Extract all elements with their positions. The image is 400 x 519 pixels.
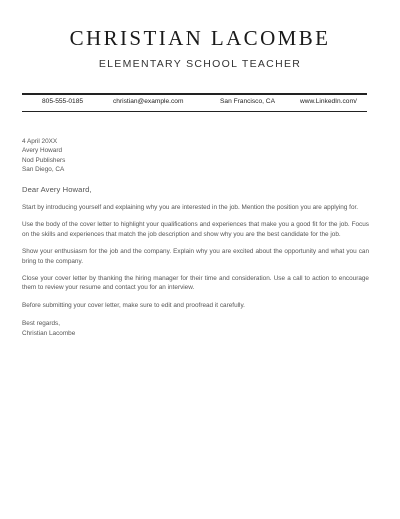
signature-name: Christian Lacombe — [22, 329, 76, 337]
letter-body — [22, 137, 369, 338]
recipient-block — [22, 137, 369, 175]
recipient-company: Nod Publishers — [22, 156, 66, 164]
paragraph-enthusiasm: Show your enthusiasm for the job and the company. Explain why you are excited about the opportunity and what you can bring to the company. — [22, 248, 369, 265]
applicant-name: CHRISTIAN LACOMBE — [69, 26, 331, 50]
letter-date: 4 April 20XX — [22, 138, 58, 145]
sign-off — [22, 319, 369, 338]
contact-phone: 805-555-0185 — [42, 98, 84, 105]
salutation: Dear Avery Howard, — [22, 184, 92, 194]
contact-location: San Francisco, CA — [220, 98, 275, 105]
contact-website: www.LinkedIn.com/ — [300, 98, 357, 105]
contact-email: christian@example.com — [113, 98, 184, 105]
recipient-city: San Diego, CA — [22, 166, 65, 174]
paragraph-intro: Start by introducing yourself and explaining why you are interested in the job. Mention the position you are applying for. — [22, 204, 359, 212]
paragraph-proofread: Before submitting your cover letter, make sure to edit and proofread it carefully. — [22, 301, 245, 309]
contact-bottom-rule — [22, 111, 367, 112]
applicant-title: ELEMENTARY SCHOOL TEACHER — [98, 58, 302, 70]
paragraph-closing: Close your cover letter by thanking the hiring manager for their time and consideration. Use a call to action to encourage them to review your resume and contact you for an interview. — [22, 275, 369, 292]
contact-top-rule — [22, 93, 367, 95]
paragraph-qualifications: Use the body of the cover letter to highlight your qualifications and experiences that make you a good fit for the job. Focus on the skills and experiences that match the job description and show why you are the best candidate for the job. — [22, 221, 369, 238]
recipient-name: Avery Howard — [22, 147, 63, 155]
closing-phrase: Best regards, — [22, 320, 61, 328]
